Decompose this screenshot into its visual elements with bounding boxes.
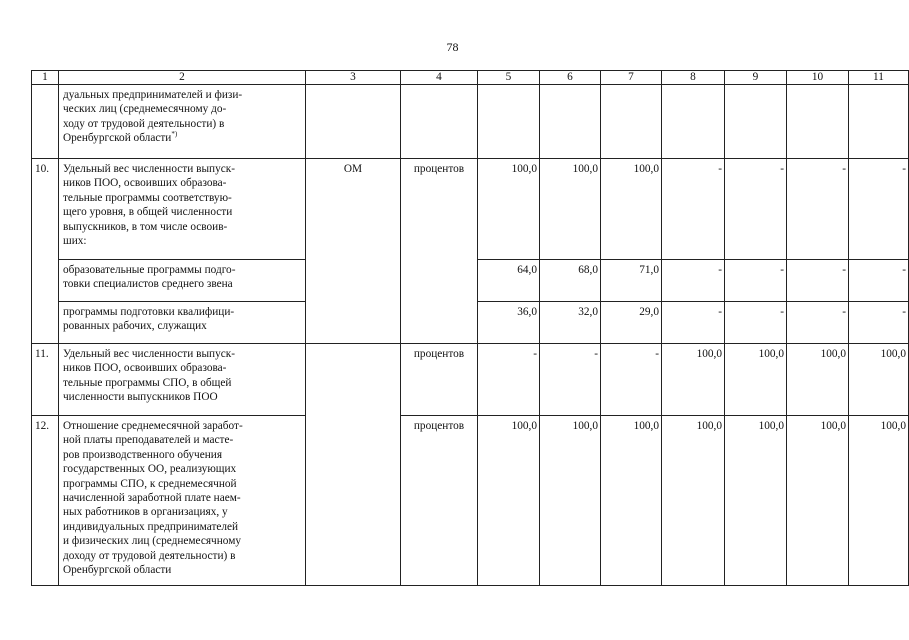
value-cell: -	[849, 302, 909, 344]
value-cell: -	[601, 344, 662, 416]
header-cell: 10	[787, 71, 849, 85]
indicator-text: программы подготовки квалифици- рованных рабочих, служащих	[59, 302, 306, 344]
value-cell: -	[725, 302, 787, 344]
indicator-text: дуальных предпринимателей и физи- ческих лиц (среднемесячному до- ходу от трудовой деятельности) в Оренбургской области*)	[59, 85, 306, 159]
value-cell: 100,0	[540, 416, 601, 586]
value-cell: -	[662, 302, 725, 344]
indicators-table	[31, 70, 909, 586]
footnote-mark: *)	[171, 130, 178, 139]
table-row	[32, 85, 909, 159]
value-cell: 36,0	[478, 302, 540, 344]
header-cell: 3	[306, 71, 401, 85]
value-cell: -	[787, 260, 849, 302]
header-cell: 5	[478, 71, 540, 85]
value-cell: -	[725, 159, 787, 260]
header-cell: 2	[59, 71, 306, 85]
value-cell: -	[540, 344, 601, 416]
value-cell: 100,0	[662, 344, 725, 416]
value-cell: 71,0	[601, 260, 662, 302]
value-cell: -	[478, 344, 540, 416]
header-cell: 1	[32, 71, 59, 85]
value-cell: 100,0	[478, 159, 540, 260]
header-cell: 4	[401, 71, 478, 85]
value-cell: -	[662, 159, 725, 260]
value-cell: 100,0	[725, 416, 787, 586]
page-number: 78	[446, 40, 459, 54]
table-row	[32, 344, 909, 416]
header-cell: 7	[601, 71, 662, 85]
unit-cell: процентов	[401, 416, 478, 586]
value-cell: 100,0	[725, 344, 787, 416]
header-cell: 6	[540, 71, 601, 85]
row-number: 10.	[32, 159, 59, 344]
value-cell: 64,0	[478, 260, 540, 302]
value-cell: 100,0	[787, 344, 849, 416]
table-row	[32, 159, 909, 260]
value-cell: 100,0	[601, 416, 662, 586]
indicator-text: Удельный вес численности выпуск- ников ПОО, освоивших образова- тельные программы соответствую- щего уровня, в общей численности выпускников, в том числе освоив- ших:	[59, 159, 306, 260]
indicator-text: Удельный вес численности выпуск- ников ПОО, освоивших образова- тельные программы СПО, в общей численности выпускников ПОО	[59, 344, 306, 416]
value-cell: 100,0	[849, 344, 909, 416]
header-cell: 11	[849, 71, 909, 85]
indicator-text: Отношение среднемесячной заработ- ной платы преподавателей и масте- ров производственного обучения государственных ОО, реализующих программы СПО, к среднемесячной начисленной заработной плате наем- ных работников в организациях, у индивидуальных предпринимателей и физических лиц (среднемесячному доходу от трудовой деятельности) в Оренбургской области	[59, 416, 306, 586]
unit-cell: процентов	[401, 344, 478, 416]
header-row	[32, 71, 909, 85]
value-cell: 68,0	[540, 260, 601, 302]
value-cell: 100,0	[849, 416, 909, 586]
value-cell: -	[787, 159, 849, 260]
value-cell: -	[662, 260, 725, 302]
source-cell: ОМ	[306, 159, 401, 344]
indicator-text: образовательные программы подго- товки специалистов среднего звена	[59, 260, 306, 302]
value-cell: 100,0	[540, 159, 601, 260]
value-cell: 100,0	[787, 416, 849, 586]
value-cell: -	[725, 260, 787, 302]
table-row	[32, 416, 909, 586]
value-cell: 100,0	[478, 416, 540, 586]
value-cell: -	[849, 159, 909, 260]
row-number: 12.	[32, 416, 59, 586]
value-cell: 100,0	[662, 416, 725, 586]
value-cell: -	[787, 302, 849, 344]
row-number: 11.	[32, 344, 59, 416]
value-cell: 32,0	[540, 302, 601, 344]
value-cell: 29,0	[601, 302, 662, 344]
value-cell: 100,0	[601, 159, 662, 260]
header-cell: 8	[662, 71, 725, 85]
value-cell: -	[849, 260, 909, 302]
header-cell: 9	[725, 71, 787, 85]
unit-cell: процентов	[401, 159, 478, 344]
